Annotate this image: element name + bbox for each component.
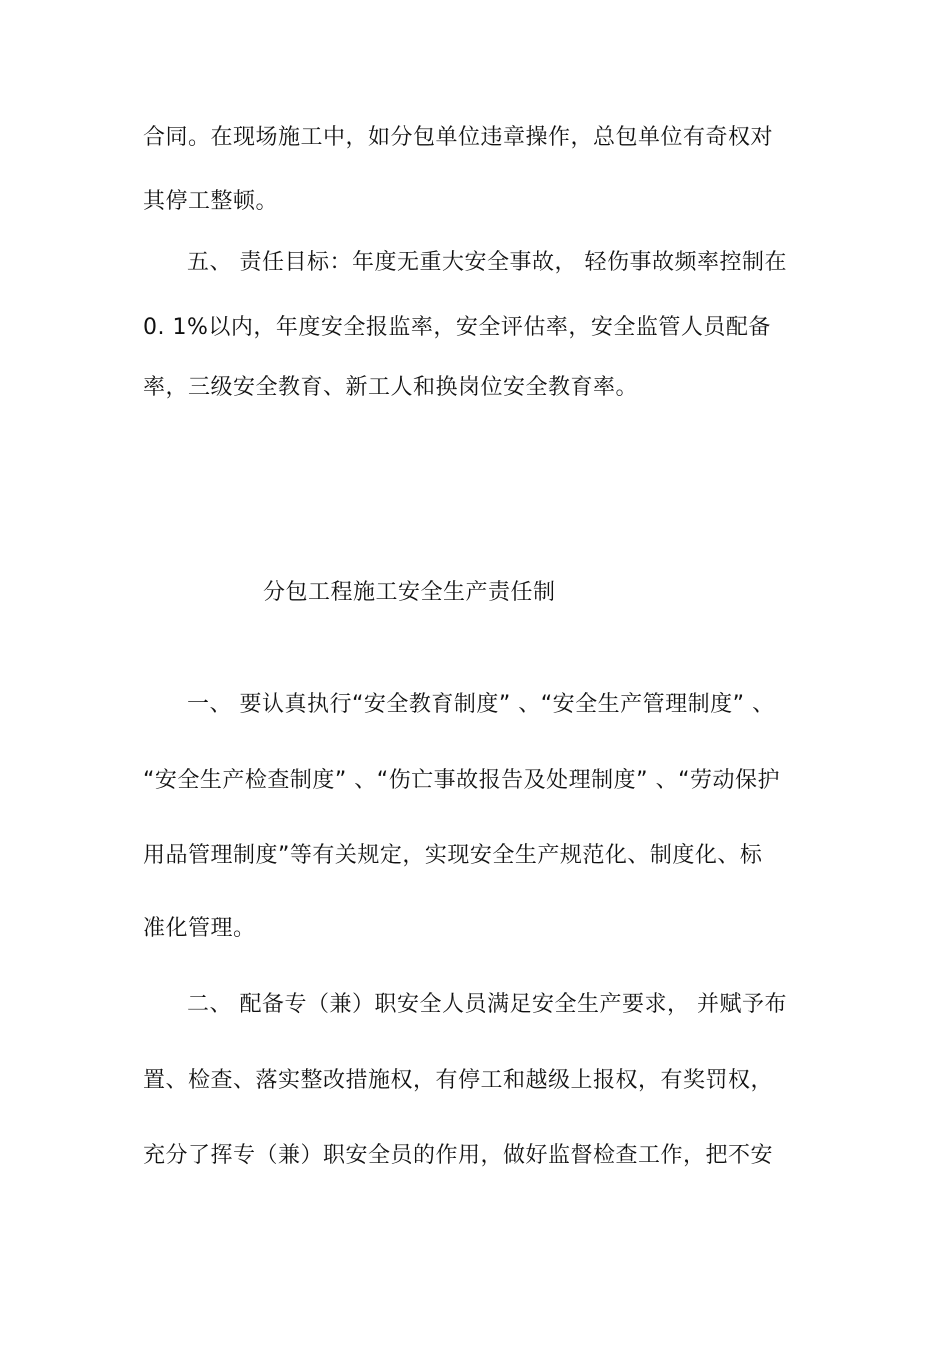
paragraph-line: 其停工整顿。 <box>143 189 279 214</box>
paragraph-line: 二、 配备专（兼）职安全人员满足安全生产要求， 并赋予布 <box>187 992 787 1017</box>
section-title: 分包工程施工安全生产责任制 <box>263 580 556 605</box>
paragraph-line: 五、 责任目标：年度无重大安全事故， 轻伤事故频率控制在 <box>187 250 787 275</box>
paragraph-line: 充分了挥专（兼）职安全员的作用，做好监督检查工作，把不安 <box>143 1143 774 1168</box>
paragraph-line: 率，三级安全教育、新工人和换岗位安全教育率。 <box>143 375 639 400</box>
paragraph-line: 置、检查、落实整改措施权，有停工和越级上报权，有奖罚权， <box>143 1068 774 1093</box>
paragraph-line: 一、 要认真执行“安全教育制度” 、“安全生产管理制度” 、 <box>187 692 775 717</box>
paragraph-line: “安全生产检查制度” 、“伤亡事故报告及处理制度” 、“劳动保护 <box>143 768 780 793</box>
paragraph-line: 准化管理。 <box>143 916 256 941</box>
paragraph-line: 0. 1%以内，年度安全报监率，安全评估率，安全监管人员配备 <box>143 315 771 340</box>
paragraph-line: 合同。在现场施工中，如分包单位违章操作，总包单位有奇权对 <box>143 125 774 150</box>
paragraph-line: 用品管理制度”等有关规定，实现安全生产规范化、制度化、标 <box>143 843 763 868</box>
